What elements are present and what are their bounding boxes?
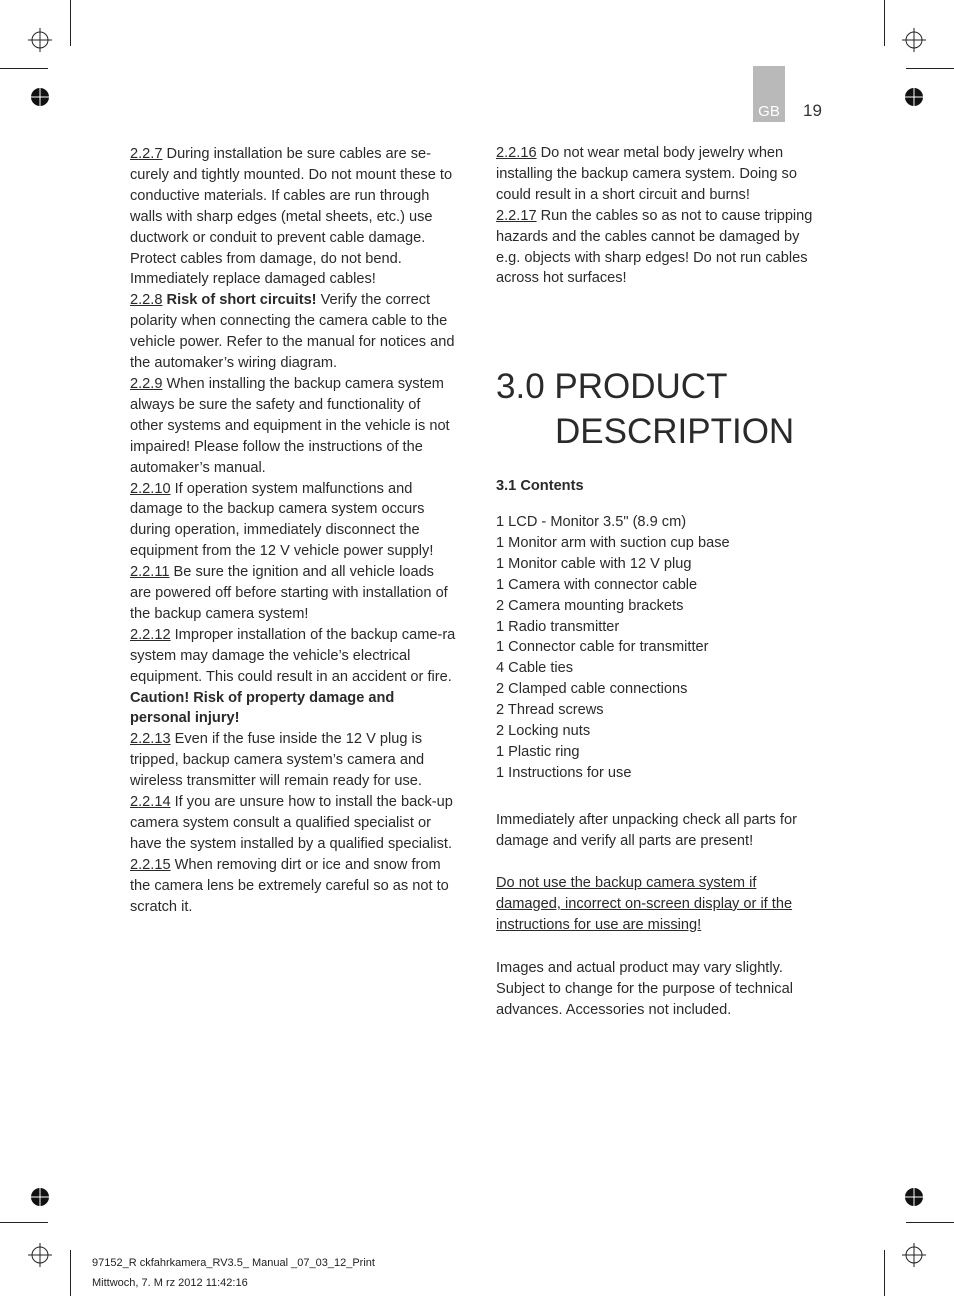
contents-item: 1 Monitor arm with suction cup base (496, 534, 730, 551)
safety-note (130, 144, 456, 290)
safety-note (130, 625, 456, 688)
note-ref: 2.2.17 (496, 207, 537, 224)
crop-mark (906, 1222, 954, 1223)
left-column (130, 144, 456, 918)
print-footer-line2: Mittwoch, 7. M rz 2012 11:42:16 (92, 1277, 248, 1289)
contents-item: 1 Instructions for use (496, 764, 632, 781)
safety-note (130, 688, 456, 730)
safety-note (130, 479, 456, 563)
note-ref: 2.2.12 (130, 626, 171, 643)
note-bold: Risk of short circuits! (162, 292, 317, 309)
contents-item: 1 Plastic ring (496, 743, 580, 760)
crop-mark (884, 0, 885, 46)
note-ref: 2.2.7 (130, 146, 163, 162)
section-title-line1: PRODUCT (554, 367, 728, 406)
safety-note (130, 290, 456, 374)
note-text: Be sure the ignition and all vehicle loads are powered off before starting with installation of the backup camera system! (130, 564, 448, 622)
note-text: When installing the backup camera system always be sure the safety and functionality of other systems and equipment in the vehicle is not impaired! Please follow the instructions of the automaker’s manual. (130, 375, 450, 476)
contents-item: 2 Locking nuts (496, 723, 591, 740)
crop-mark (884, 1250, 885, 1296)
note-ref: 2.2.15 (130, 856, 171, 873)
crop-mark (70, 0, 71, 46)
section-title (496, 364, 794, 454)
registration-mark-icon (28, 28, 52, 52)
registration-dot-icon (904, 87, 924, 107)
crop-mark (0, 1222, 48, 1223)
note-text: Even if the fuse inside the 12 V plug is tripped, backup camera system’s camera and wireless transmitter will remain ready for use. (130, 731, 425, 790)
note-text: If operation system malfunctions and damage to the backup camera system occurs during operation, immediately disconnect the equipment from the 12 V vehicle power supply! (130, 480, 434, 560)
contents-item: 1 Monitor cable with 12 V plug (496, 555, 692, 572)
contents-item: 2 Camera mounting brackets (496, 597, 684, 614)
contents-item: 4 Cable ties (496, 660, 574, 677)
note-text: Do not wear metal body jewelry when installing the backup camera system. Doing so could result in a short circuit and burns! (496, 145, 797, 203)
safety-note (130, 729, 456, 792)
note-ref: 2.2.10 (130, 480, 171, 497)
registration-mark-icon (28, 1243, 52, 1267)
warning-note: Do not use the backup camera system if damaged, incorrect on-screen display or if the instructions for use are missing! (496, 875, 793, 933)
contents-item: 1 Connector cable for transmitter (496, 639, 709, 656)
note-ref: 2.2.14 (130, 794, 171, 811)
section-number: 3.0 (496, 367, 545, 406)
language-tab (753, 66, 785, 122)
note-ref: 2.2.8 (130, 292, 163, 309)
safety-note (130, 374, 456, 479)
check-note: Immediately after unpacking check all parts for damage and verify all parts are present! (496, 812, 797, 849)
disclaimer: Images and actual product may vary slightly. Subject to change for the purpose of technical advances. Accessories not included. (496, 960, 793, 1018)
section-title-line2: DESCRIPTION (555, 412, 795, 451)
crop-mark (70, 1250, 71, 1296)
safety-note (130, 562, 456, 625)
language-tab-label: GB (758, 103, 780, 120)
registration-dot-icon (30, 1187, 50, 1207)
note-text: If you are unsure how to install the back-up camera system consult a qualified specialist or have the system installed by a qualified specialist. (130, 794, 453, 852)
note-ref: 2.2.16 (496, 145, 537, 161)
right-column-notes (496, 143, 824, 289)
contents-heading: 3.1 Contents (496, 478, 584, 494)
note-text: During installation be sure cables are se-curely and tightly mounted. Do not mount these to conductive materials. If cables are run through walls with sharp edges (metal sheets, etc.) use ductwork or conduit to prevent cable damage. Protect cables from damage, do not bend. Immediately replace damaged cables! (130, 146, 453, 288)
page-number: 19 (803, 101, 822, 120)
note-text: Run the cables so as not to cause tripping hazards and the cables cannot be damaged by e.g. objects with sharp edges! Do not run cables across hot surfaces! (496, 207, 813, 287)
contents-item: 2 Clamped cable connections (496, 681, 688, 698)
safety-note (130, 855, 456, 918)
registration-dot-icon (30, 87, 50, 107)
safety-note (496, 206, 824, 290)
registration-dot-icon (904, 1187, 924, 1207)
note-bold: Caution! Risk of property damage and personal injury! (130, 689, 395, 727)
registration-mark-icon (902, 28, 926, 52)
contents-item: 1 Radio transmitter (496, 618, 620, 635)
note-ref: 2.2.11 (130, 564, 170, 581)
note-text: Improper installation of the backup came-ra system may damage the vehicle’s electrical equipment. This could result in an accident or fire. (130, 626, 456, 685)
registration-mark-icon (902, 1243, 926, 1267)
contents-list (496, 512, 730, 784)
contents-item: 1 LCD - Monitor 3.5" (8.9 cm) (496, 514, 687, 530)
crop-mark (0, 68, 48, 69)
safety-note (130, 792, 456, 855)
note-ref: 2.2.13 (130, 731, 171, 748)
crop-mark (906, 68, 954, 69)
note-ref: 2.2.9 (130, 375, 163, 392)
note-text: Verify the correct polarity when connecting the camera cable to the vehicle power. Refer to the manual for notices and the automaker’s wiring diagram. (130, 292, 455, 372)
contents-item: 2 Thread screws (496, 702, 604, 719)
contents-item: 1 Camera with connector cable (496, 576, 698, 593)
safety-note (496, 143, 824, 206)
print-footer-line1: 97152_R ckfahrkamera_RV3.5_ Manual _07_03_12_Print (92, 1257, 375, 1269)
note-text: When removing dirt or ice and snow from the camera lens be extremely careful so as not to scratch it. (130, 856, 449, 915)
